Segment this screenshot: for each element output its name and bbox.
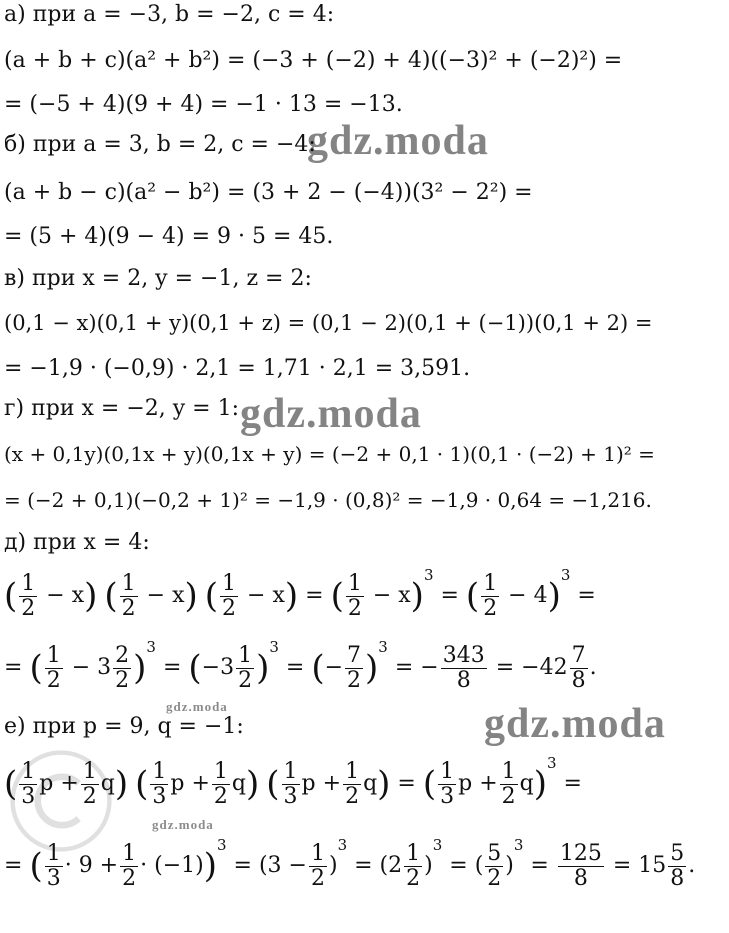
fraction: $\frac{7}{8}$ — [571, 643, 586, 693]
part-b-heading: б) при a = 3, b = 2, c = −4: — [4, 132, 316, 157]
fraction: $\frac{1}{2}$ — [238, 643, 253, 693]
part-b-line-2: = (5 + 4)(9 − 4) = 9 · 5 = 45. — [4, 224, 334, 249]
fraction: $\frac{1}{2}$ — [222, 571, 237, 621]
watermark: gdz.moda — [240, 391, 422, 437]
part-e-line-2: = ( $\frac{1}{3}$ · 9 + $\frac{1}{2}$ · (−1))$^3$ = (3 − $\frac{1}{2}$ )$^3$ = (2 $\frac{1}{2}$ )$^3$ = ( $\frac{5}{2}$ )$^3$ = $\frac{125}{8}$ = 15 $\frac{5}{8}$ . — [4, 836, 696, 891]
fraction: $\frac{1}{2}$ — [345, 759, 360, 809]
fraction: $\frac{1}{2}$ — [82, 759, 97, 809]
part-e-heading: е) при p = 9, q = −1: — [4, 714, 244, 739]
part-b-line-1: (a + b − c)(a² − b²) = (3 + 2 − (−4))(3² − 2²) = — [4, 180, 533, 205]
part-v-line-1: (0,1 − x)(0,1 + y)(0,1 + z) = (0,1 − 2)(0,1 + (−1))(0,1 + 2) = — [4, 311, 653, 335]
part-v-line-2: = −1,9 · (−0,9) · 2,1 = 1,71 · 2,1 = 3,591. — [4, 356, 471, 381]
fraction: $\frac{1}{2}$ — [501, 759, 516, 809]
fraction: $\frac{1}{2}$ — [347, 571, 362, 621]
fraction: $\frac{1}{2}$ — [213, 759, 228, 809]
fraction: $\frac{1}{3}$ — [440, 759, 455, 809]
part-a-heading: а) при a = −3, b = −2, c = 4: — [4, 2, 335, 27]
part-v-heading: в) при x = 2, y = −1, z = 2: — [4, 266, 312, 291]
fraction: $\frac{1}{2}$ — [46, 643, 61, 693]
part-a-line-1: (a + b + c)(a² + b²) = (−3 + (−2) + 4)((−3)² + (−2)²) = — [4, 48, 623, 73]
fraction: $\frac{1}{3}$ — [152, 759, 167, 809]
fraction: $\frac{1}{2}$ — [483, 571, 498, 621]
part-e-line-1: ( $\frac{1}{3}$ p + $\frac{1}{2}$ q) ( $\frac{1}{3}$ p + $\frac{1}{2}$ q) ( $\frac{1}{3}$ p + $\frac{1}{2}$ q) = ( $\frac{1}{3}$ p + $\frac{1}{2}$ q)$^3$ = — [4, 754, 582, 809]
fraction: $\frac{5}{8}$ — [670, 841, 685, 891]
watermark: gdz.moda — [166, 699, 228, 714]
part-g-heading: г) при x = −2, y = 1: — [4, 396, 240, 421]
watermark: gdz.moda — [307, 118, 489, 164]
fraction: $\frac{1}{2}$ — [21, 571, 36, 621]
part-g-line-2: = (−2 + 0,1)(−0,2 + 1)² = −1,9 · (0,8)² = −1,9 · 0,64 = −1,216. — [4, 488, 652, 512]
fraction: $\frac{1}{3}$ — [21, 759, 36, 809]
part-d-heading: д) при x = 4: — [4, 530, 150, 555]
fraction: $\frac{1}{2}$ — [122, 841, 137, 891]
fraction: $\frac{1}{3}$ — [283, 759, 298, 809]
part-g-line-1: (x + 0,1y)(0,1x + y)(0,1x + y) = (−2 + 0,1 · 1)(0,1 · (−2) + 1)² = — [4, 442, 655, 466]
fraction: $\frac{2}{2}$ — [115, 643, 130, 693]
fraction: $\frac{1}{3}$ — [46, 841, 61, 891]
part-d-line-1: ( $\frac{1}{2}$ − x) ( $\frac{1}{2}$ − x) ( $\frac{1}{2}$ − x) = ( $\frac{1}{2}$ − x)$^3$ = ( $\frac{1}{2}$ − 4)$^3$ = — [4, 566, 596, 621]
part-d-line-2: = ( $\frac{1}{2}$ − 3 $\frac{2}{2}$ )$^3$ = (−3 $\frac{1}{2}$ )$^3$ = (− $\frac{7}{2}$ )$^3$ = − $\frac{343}{8}$ = −42 $\frac{7}{8}$ . — [4, 638, 597, 693]
fraction: $\frac{125}{8}$ — [559, 841, 602, 891]
fraction: $\frac{1}{2}$ — [121, 571, 136, 621]
fraction: $\frac{7}{2}$ — [347, 643, 362, 693]
fraction: $\frac{5}{2}$ — [487, 841, 502, 891]
fraction: $\frac{1}{2}$ — [310, 841, 325, 891]
fraction: $\frac{343}{8}$ — [442, 643, 485, 693]
fraction: $\frac{1}{2}$ — [406, 841, 421, 891]
watermark: gdz.moda — [484, 701, 666, 747]
watermark: gdz.moda — [152, 817, 214, 832]
part-a-line-2: = (−5 + 4)(9 + 4) = −1 · 13 = −13. — [4, 92, 403, 117]
